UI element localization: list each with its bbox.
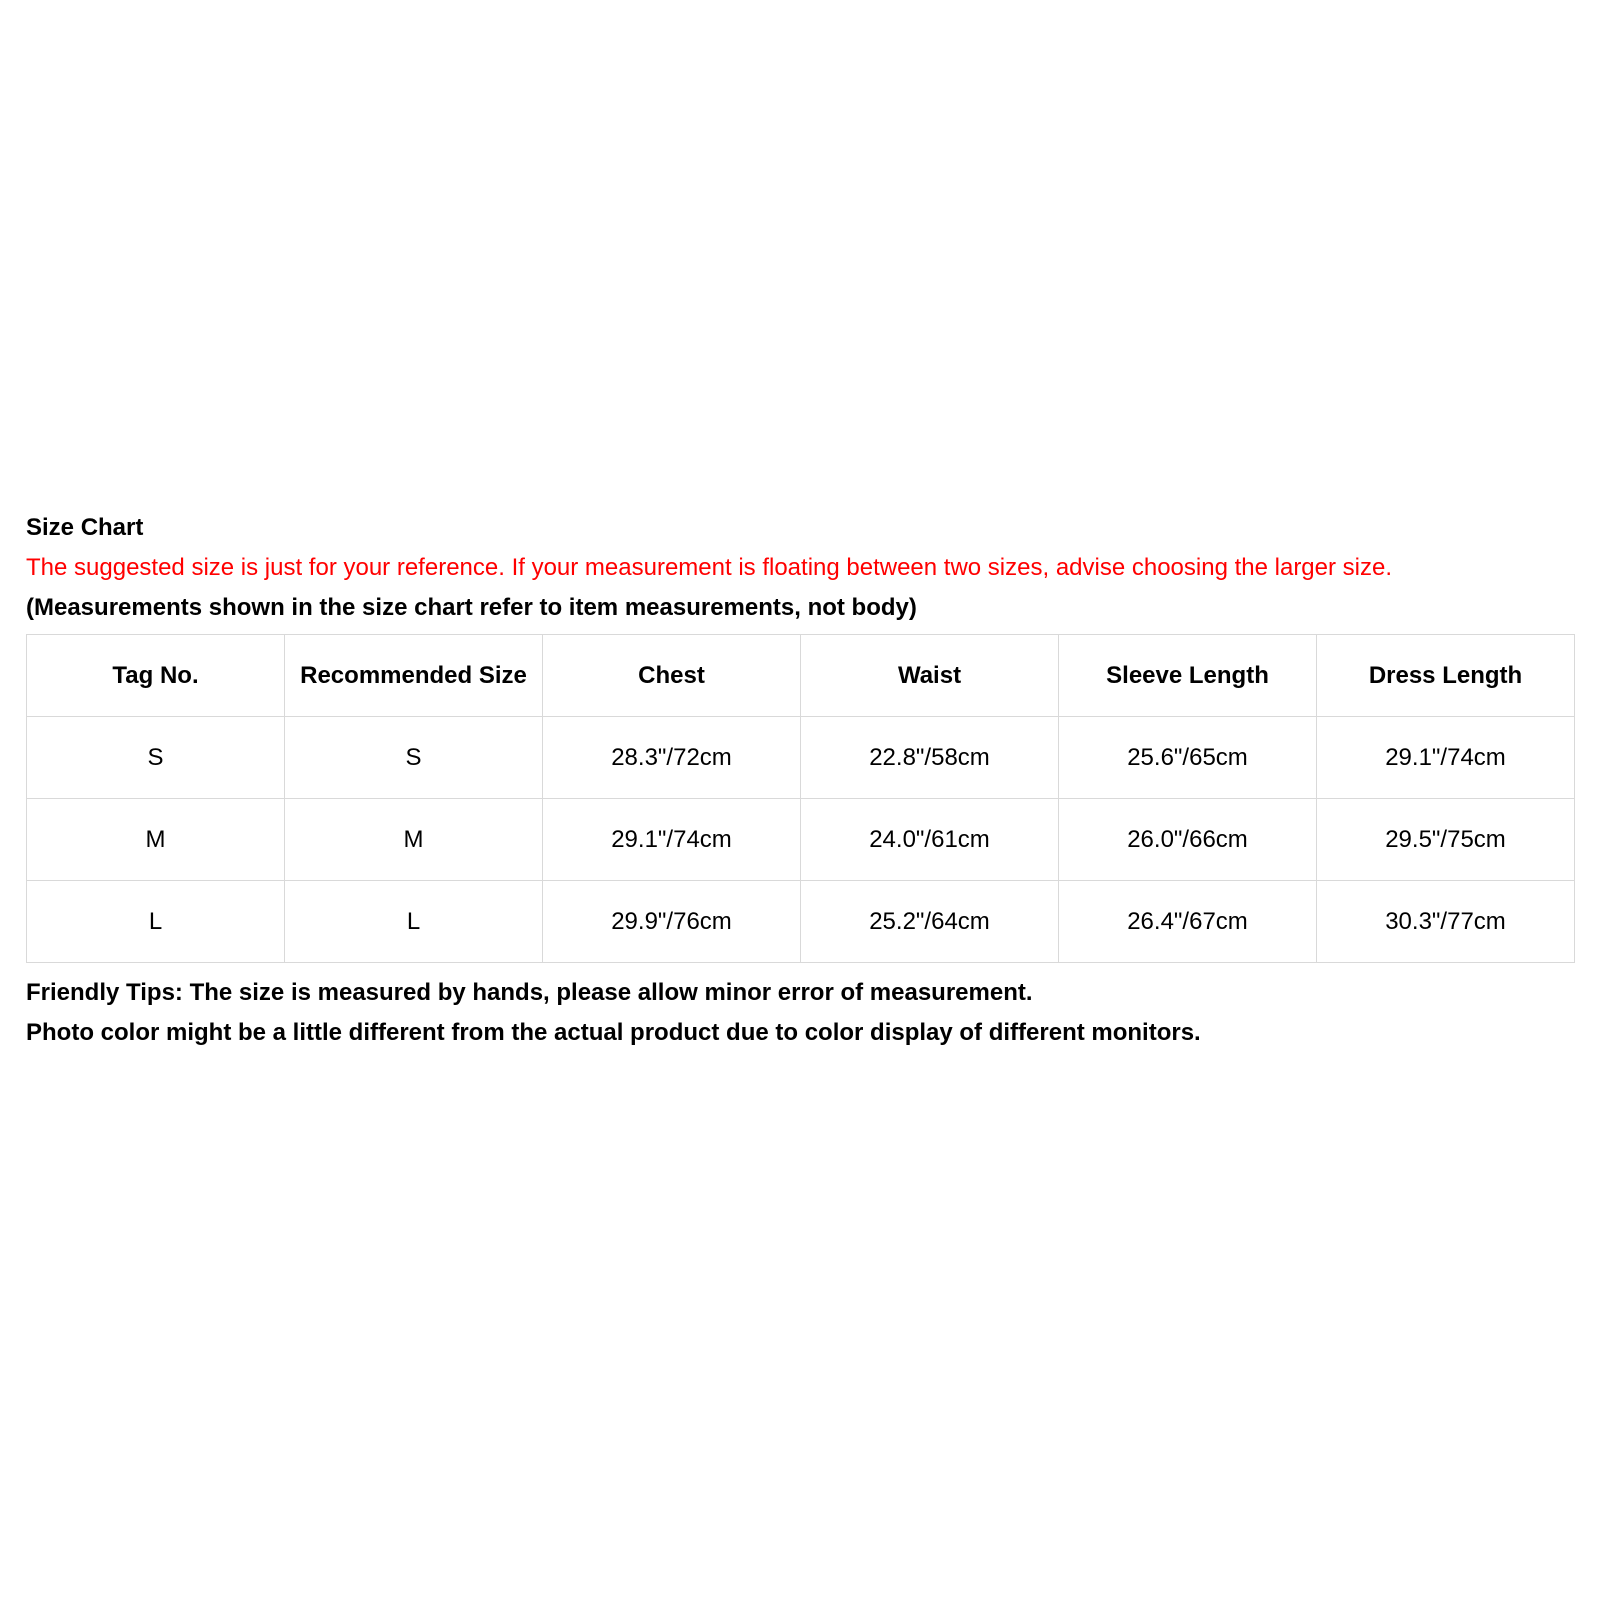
cell-recommended-size: L [285,881,543,963]
friendly-tip: Friendly Tips: The size is measured by hands, please allow minor error of measurement. [26,979,1033,1006]
header-sleeve-length: Sleeve Length [1059,635,1317,717]
color-disclaimer: Photo color might be a little different from the actual product due to color display of different monitors. [26,1019,1201,1046]
cell-dress-length: 30.3"/77cm [1317,881,1575,963]
table-row [27,717,1575,799]
cell-tag-no: L [27,881,285,963]
cell-tag-no: S [27,717,285,799]
header-dress-length: Dress Length [1317,635,1575,717]
cell-tag-no: M [27,799,285,881]
cell-dress-length: 29.5"/75cm [1317,799,1575,881]
size-recommendation-notice: The suggested size is just for your reference. If your measurement is floating between two sizes, advise choosing the larger size. [26,554,1393,581]
header-chest: Chest [543,635,801,717]
table-header-row [27,635,1575,717]
table-row [27,881,1575,963]
measurement-note: (Measurements shown in the size chart refer to item measurements, not body) [26,594,917,621]
cell-waist: 22.8"/58cm [801,717,1059,799]
cell-waist: 24.0"/61cm [801,799,1059,881]
cell-recommended-size: M [285,799,543,881]
cell-sleeve-length: 26.0"/66cm [1059,799,1317,881]
cell-sleeve-length: 25.6"/65cm [1059,717,1317,799]
cell-waist: 25.2"/64cm [801,881,1059,963]
table-row [27,799,1575,881]
cell-recommended-size: S [285,717,543,799]
header-recommended-size: Recommended Size [285,635,543,717]
cell-chest: 29.9"/76cm [543,881,801,963]
cell-chest: 28.3"/72cm [543,717,801,799]
header-waist: Waist [801,635,1059,717]
header-tag-no: Tag No. [27,635,285,717]
tips-section [26,973,1576,1053]
cell-dress-length: 29.1"/74cm [1317,717,1575,799]
size-table [26,634,1575,963]
size-chart-title: Size Chart [26,514,144,541]
size-chart-section [26,508,1576,1053]
cell-chest: 29.1"/74cm [543,799,801,881]
cell-sleeve-length: 26.4"/67cm [1059,881,1317,963]
